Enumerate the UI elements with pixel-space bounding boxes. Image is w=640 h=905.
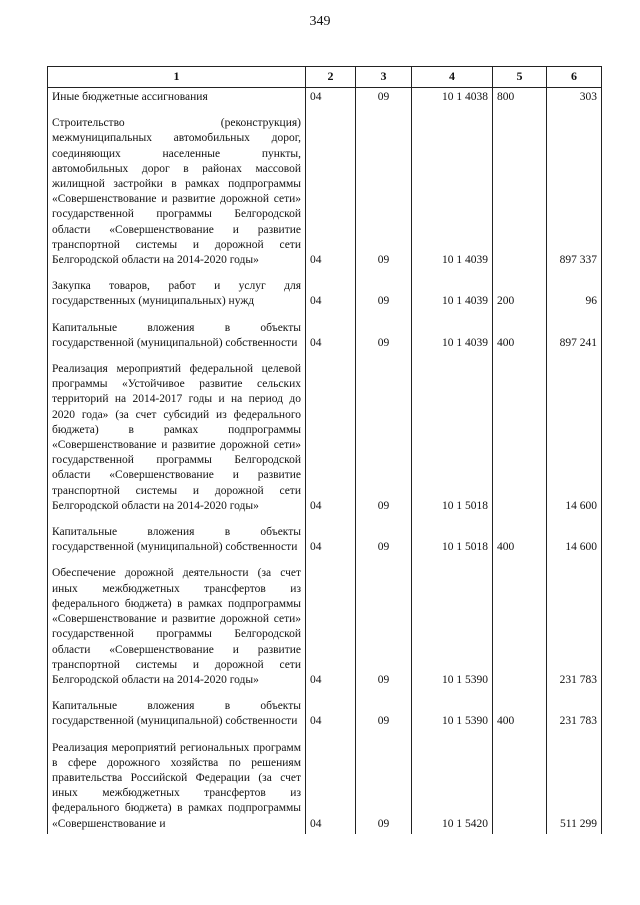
table-row: [48, 564, 602, 690]
row-expense-type: 800: [493, 88, 547, 108]
row-subsection: 09: [356, 88, 412, 108]
row-spacer: [48, 516, 602, 523]
row-subsection: 09: [356, 319, 412, 353]
row-expense-type: 400: [493, 319, 547, 353]
budget-table: [47, 66, 602, 834]
row-target-article: 10 1 5018: [412, 360, 493, 516]
row-amount: 231 783: [547, 564, 602, 690]
row-amount: 511 299: [547, 739, 602, 834]
row-expense-type: [493, 739, 547, 834]
row-subsection: 09: [356, 360, 412, 516]
column-header-2: 2: [306, 67, 356, 88]
row-subsection: 09: [356, 523, 412, 557]
row-target-article: 10 1 5420: [412, 739, 493, 834]
row-section: 04: [306, 114, 356, 270]
table-row: [48, 739, 602, 834]
row-target-article: 10 1 4039: [412, 319, 493, 353]
row-section: 04: [306, 88, 356, 108]
row-name: Реализация мероприятий федеральной целевой программы «Устойчивое развитие сельских территорий на 2014-2017 годы и на период до 2020 года» (за счет субсидий из федерального бюджета) в рамках подпрограммы «Совершенствование и развитие дорожной сети» государственной программы Белгородской области «Совершенствование и развитие транспортной системы и дорожной сети Белгородской области на 2014-2020 годы»: [48, 360, 306, 516]
row-section: 04: [306, 523, 356, 557]
row-amount: 231 783: [547, 697, 602, 731]
row-expense-type: [493, 564, 547, 690]
row-subsection: 09: [356, 564, 412, 690]
row-name: Капитальные вложения в объекты государственной (муниципальной) собственности: [48, 697, 306, 731]
row-name: Капитальные вложения в объекты государственной (муниципальной) собственности: [48, 319, 306, 353]
row-name: Иные бюджетные ассигнования: [48, 88, 306, 108]
row-subsection: 09: [356, 697, 412, 731]
row-target-article: 10 1 4039: [412, 114, 493, 270]
row-expense-type: [493, 360, 547, 516]
row-spacer: [48, 690, 602, 697]
column-header-6: 6: [547, 67, 602, 88]
table-header-row: [48, 67, 602, 88]
column-header-5: 5: [493, 67, 547, 88]
row-spacer: [48, 312, 602, 319]
row-section: 04: [306, 564, 356, 690]
row-amount: 14 600: [547, 523, 602, 557]
row-name: Капитальные вложения в объекты государственной (муниципальной) собственности: [48, 523, 306, 557]
table-row: [48, 523, 602, 557]
row-spacer: [48, 732, 602, 739]
row-name: Строительство (реконструкция) межмуниципальных автомобильных дорог, соединяющих населенные пункты, автомобильных дорог в районах массовой жилищной застройки в рамках подпрограммы «Совершенствование и развитие дорожной сети» государственной программы Белгородской области «Совершенствование и развитие транспортной системы и дорожной сети Белгородской области на 2014-2020 годы»: [48, 114, 306, 270]
row-target-article: 10 1 5390: [412, 697, 493, 731]
row-amount: 14 600: [547, 360, 602, 516]
row-expense-type: 200: [493, 277, 547, 311]
row-spacer: [48, 270, 602, 277]
row-name: Закупка товаров, работ и услуг для государственных (муниципальных) нужд: [48, 277, 306, 311]
row-amount: 303: [547, 88, 602, 108]
row-subsection: 09: [356, 114, 412, 270]
row-spacer: [48, 557, 602, 564]
row-section: 04: [306, 739, 356, 834]
table-row: [48, 697, 602, 731]
row-subsection: 09: [356, 739, 412, 834]
row-target-article: 10 1 4038: [412, 88, 493, 108]
row-target-article: 10 1 5390: [412, 564, 493, 690]
row-expense-type: 400: [493, 523, 547, 557]
table-row: [48, 360, 602, 516]
column-header-4: 4: [412, 67, 493, 88]
column-header-3: 3: [356, 67, 412, 88]
row-expense-type: 400: [493, 697, 547, 731]
row-target-article: 10 1 5018: [412, 523, 493, 557]
row-name: Обеспечение дорожной деятельности (за счет иных межбюджетных трансфертов из федерального бюджета) в рамках подпрограммы «Совершенствование и развитие дорожной сети» государственной программы Белгородской области «Совершенствование и развитие транспортной системы и дорожной сети Белгородской области на 2014-2020 годы»: [48, 564, 306, 690]
row-section: 04: [306, 697, 356, 731]
table-row: [48, 319, 602, 353]
row-amount: 897 337: [547, 114, 602, 270]
column-header-1: 1: [48, 67, 306, 88]
row-section: 04: [306, 360, 356, 516]
row-amount: 96: [547, 277, 602, 311]
table-row: [48, 88, 602, 108]
row-expense-type: [493, 114, 547, 270]
row-amount: 897 241: [547, 319, 602, 353]
table-row: [48, 277, 602, 311]
row-target-article: 10 1 4039: [412, 277, 493, 311]
row-subsection: 09: [356, 277, 412, 311]
row-section: 04: [306, 277, 356, 311]
table-row: [48, 114, 602, 270]
page-number: 349: [309, 14, 331, 29]
row-section: 04: [306, 319, 356, 353]
row-spacer: [48, 353, 602, 360]
row-spacer: [48, 107, 602, 114]
row-name: Реализация мероприятий региональных программ в сфере дорожного хозяйства по решениям правительства Российской Федерации (за счет иных межбюджетных трансфертов из федерального бюджета) в рамках подпрограммы «Совершенствование и: [48, 739, 306, 834]
